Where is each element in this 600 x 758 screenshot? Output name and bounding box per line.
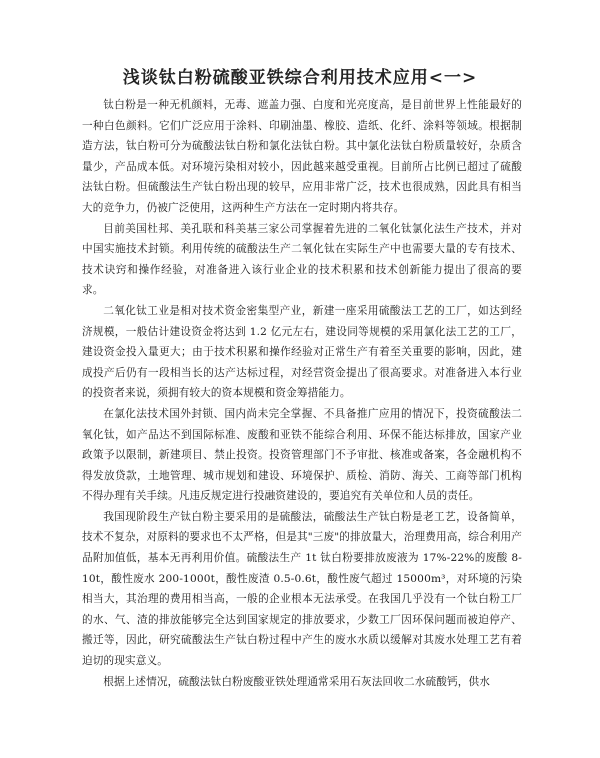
paragraph-5: 我国现阶段生产钛白粉主要采用的是硫酸法，硫酸法生产钛白粉是老工艺，设备简单，技术不复杂，对原料的要求也不太严格，但是其"三废"的排放量大，治理费用高，综合利用产品附加值低，基本无再利用价值。硫酸法生产 1t 钛白粉要排放废液为 17%-22%的废酸 8-10t，酸性废水 200-1000t，酸性废渣 0.5-0.6t，酸性废气超过 15000m³，对环境的污染相当大，其治理的费用相当高，一般的企业根本无法承受。在我国几乎没有一个钛白粉工厂的水、气、渣的排放能够完全达到国家规定的排放要求，少数工厂因环保问题而被迫停产、搬迁等，因此，研究硫酸法生产钛白粉过程中产生的废水水质以缓解对其废水处理工艺有着迫切的现实意义。 (82, 510, 522, 668)
document-body (82, 95, 522, 692)
paragraph-3: 二氧化钛工业是相对技术资金密集型产业，新建一座采用硫酸法工艺的工厂，如达到经济规模，一般估计建设资金将达到 1.2 亿元左右，建设同等规模的采用氯化法工艺的工厂，建设资金投入量更大；由于技术积累和操作经验对正常生产有着至关重要的影响，因此，建成投产后仍有一段相当长的达产达标过程，对经营资金提出了很高要求。对准备进入本行业的投资者来说，须拥有较大的资本规模和资金筹措能力。 (82, 304, 522, 400)
paragraph-2: 目前美国杜邦、美孔联和科美基三家公司掌握着先进的二氧化钛氯化法生产技术，并对中国实施技术封锁。利用传统的硫酸法生产二氧化钛在实际生产中也需要大量的专有技术、技术诀窍和操作经验，对准备进入该行业企业的技术积累和技术创新能力提出了很高的要求。 (82, 222, 522, 297)
paragraph-1: 钛白粉是一种无机颜料，无毒、遮盖力强、白度和光亮度高，是目前世界上性能最好的一种白色颜料。它们广泛应用于涂料、印刷油墨、橡胶、造纸、化纤、涂料等领域。根据制造方法，钛白粉可分为硫酸法钛白粉和氯化法钛白粉。其中氯化法钛白粉质量较好，杂质含量少，产品成本低。对环境污染相对较小，因此越来越受重视。目前所占比例已超过了硫酸法钛白粉。但硫酸法生产钛白粉出现的较早，应用非常广泛，技术也很成熟，因此具有相当大的竞争力，仍被广泛使用，这两种生产方法在一定时期内将共存。 (82, 99, 522, 214)
paragraph-4: 在氯化法技术国外封锁、国内尚未完全掌握、不具备推广应用的情况下，投资硫酸法二氧化钛，如产品达不到国际标准、废酸和亚铁不能综合利用、环保不能达标排放，国家产业政策予以限制，新建项目、禁止投资。投资管理部门不予审批、核准或备案，各金融机构不得发放贷款，土地管理、城市规划和建设、环境保护、质检、消防、海关、工商等部门机构不得办理有关手续。凡违反规定进行投融资建设的，要追究有关单位和人员的责任。 (82, 407, 522, 503)
paragraph-6: 根据上述情况，硫酸法钛白粉废酸亚铁处理通常采用石灰法回收二水硫酸钙，供水 (103, 675, 490, 688)
document-title: 浅谈钛白粉硫酸亚铁综合利用技术应用<一> (122, 68, 478, 88)
